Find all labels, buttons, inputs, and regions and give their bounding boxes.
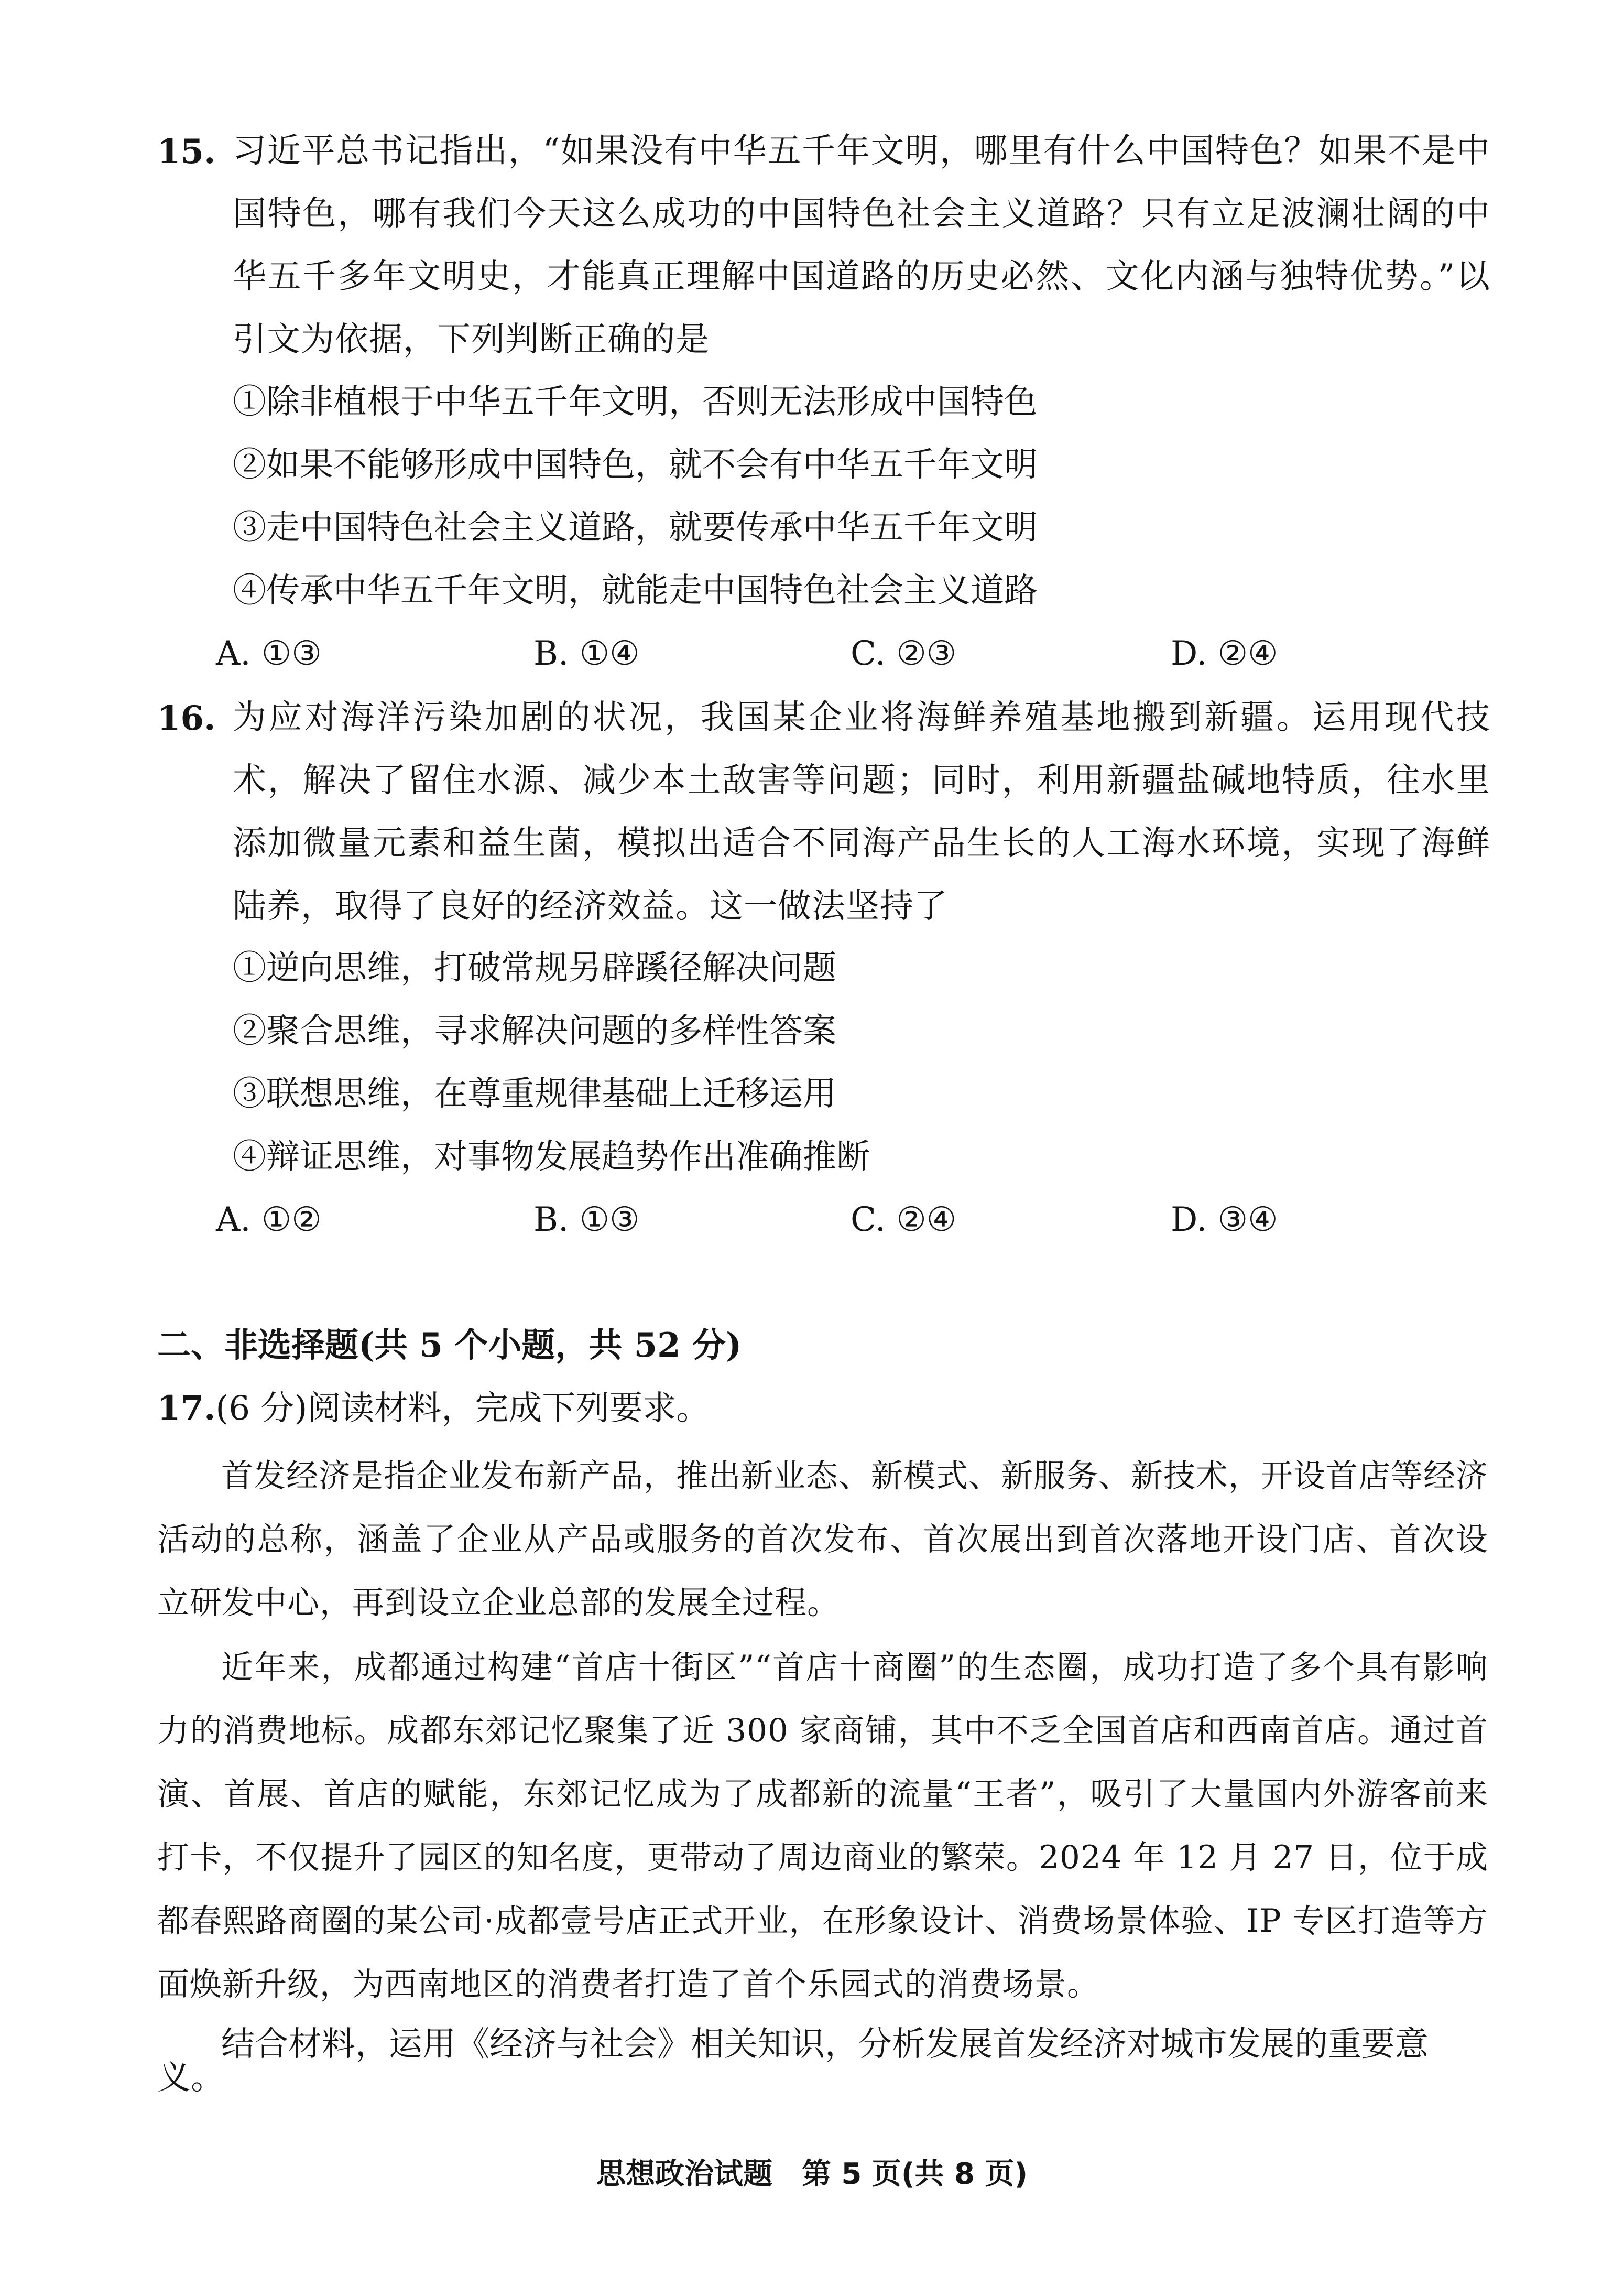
q15-statement-2: ②如果不能够形成中国特色，就不会有中华五千年文明 [233,446,1038,484]
q15-choice-a: A. ①③ [216,634,322,673]
page-footer: 思想政治试题 第 5 页(共 8 页) [596,2157,1028,2191]
q15-statement-1: ①除非植根于中华五千年文明，否则无法形成中国特色 [233,383,1038,421]
q16-statement-2: ②聚合思维，寻求解决问题的多样性答案 [233,1012,836,1050]
q15-choice-d: D. ②④ [1171,634,1278,673]
q15-choice-c: C. ②③ [851,634,957,673]
section-2-title: 二、非选择题(共 5 个小题，共 52 分) [157,1326,742,1365]
q16-statement-1: ①逆向思维，打破常规另辟蹊径解决问题 [233,949,836,988]
q16-choice-a: A. ①② [216,1200,322,1239]
q15-number: 15. [157,132,216,171]
q17-material-paragraph-2: 近年来，成都通过构建“首店十街区”“首店十商圈”的生态圈，成功打造了多个具有影响力的消费地标。成都东郊记忆聚集了近 300 家商铺，其中不乏全国首店和西南首店。通过首演、首展、首店的赋能，东郊记忆成为了成都新的流量“王者”，吸引了大量国内外游客前来打卡，不仅提升了园区的知名度，更带动了周边商业的繁荣。2024 年 12 月 27 日，位于成都春熙路商圈的某公司·成都壹号店正式开业，在形象设计、消费场景体验、IP 专区打造等方面焕新升级，为西南地区的消费者打造了首个乐园式的消费场景。 [157,1649,1488,2003]
q15-statement-4: ④传承中华五千年文明，就能走中国特色社会主义道路 [233,571,1038,610]
q16-stem: 为应对海洋污染加剧的状况，我国某企业将海鲜养殖基地搬到新疆。运用现代技术，解决了留住水源、减少本土敌害等问题；同时，利用新疆盐碱地特质，往水里添加微量元素和益生菌，模拟出适合不同海产品生长的人工海水环境，实现了海鲜陆养，取得了良好的经济效益。这一做法坚持了 [233,698,1490,926]
q16-statement-4: ④辩证思维，对事物发展趋势作出准确推断 [233,1138,870,1176]
q15-choice-b: B. ①④ [533,634,640,673]
q16-statement-3: ③联想思维，在尊重规律基础上迁移运用 [233,1075,836,1113]
q16-number: 16. [157,699,216,738]
q16-choice-b: B. ①③ [533,1200,640,1239]
q17-material-paragraph-1: 首发经济是指企业发布新产品，推出新业态、新模式、新服务、新技术，开设首店等经济活动的总称，涵盖了企业从产品或服务的首次发布、首次展出到首次落地开设门店、首次设立研发中心，再到设立企业总部的发展全过程。 [157,1457,1489,1621]
q15-statement-3: ③走中国特色社会主义道路，就要传承中华五千年文明 [233,508,1038,547]
q15-stem: 习近平总书记指出，“如果没有中华五千年文明，哪里有什么中国特色？如果不是中国特色，哪有我们今天这么成功的中国特色社会主义道路？只有立足波澜壮阔的中华五千多年文明史，才能真正理解中国道路的历史必然、文化内涵与独特优势。”以引文为依据，下列判断正确的是 [233,132,1490,359]
q17-heading [157,1389,710,1428]
q17-task: 结合材料，运用《经济与社会》相关知识，分析发展首发经济对城市发展的重要意义。 [157,2025,1429,2097]
q17-number: 17. [157,1389,216,1428]
q16-choice-d: D. ③④ [1171,1200,1278,1239]
q17-heading-text: (6 分)阅读材料，完成下列要求。 [215,1389,710,1428]
q16-choice-c: C. ②④ [851,1200,957,1239]
